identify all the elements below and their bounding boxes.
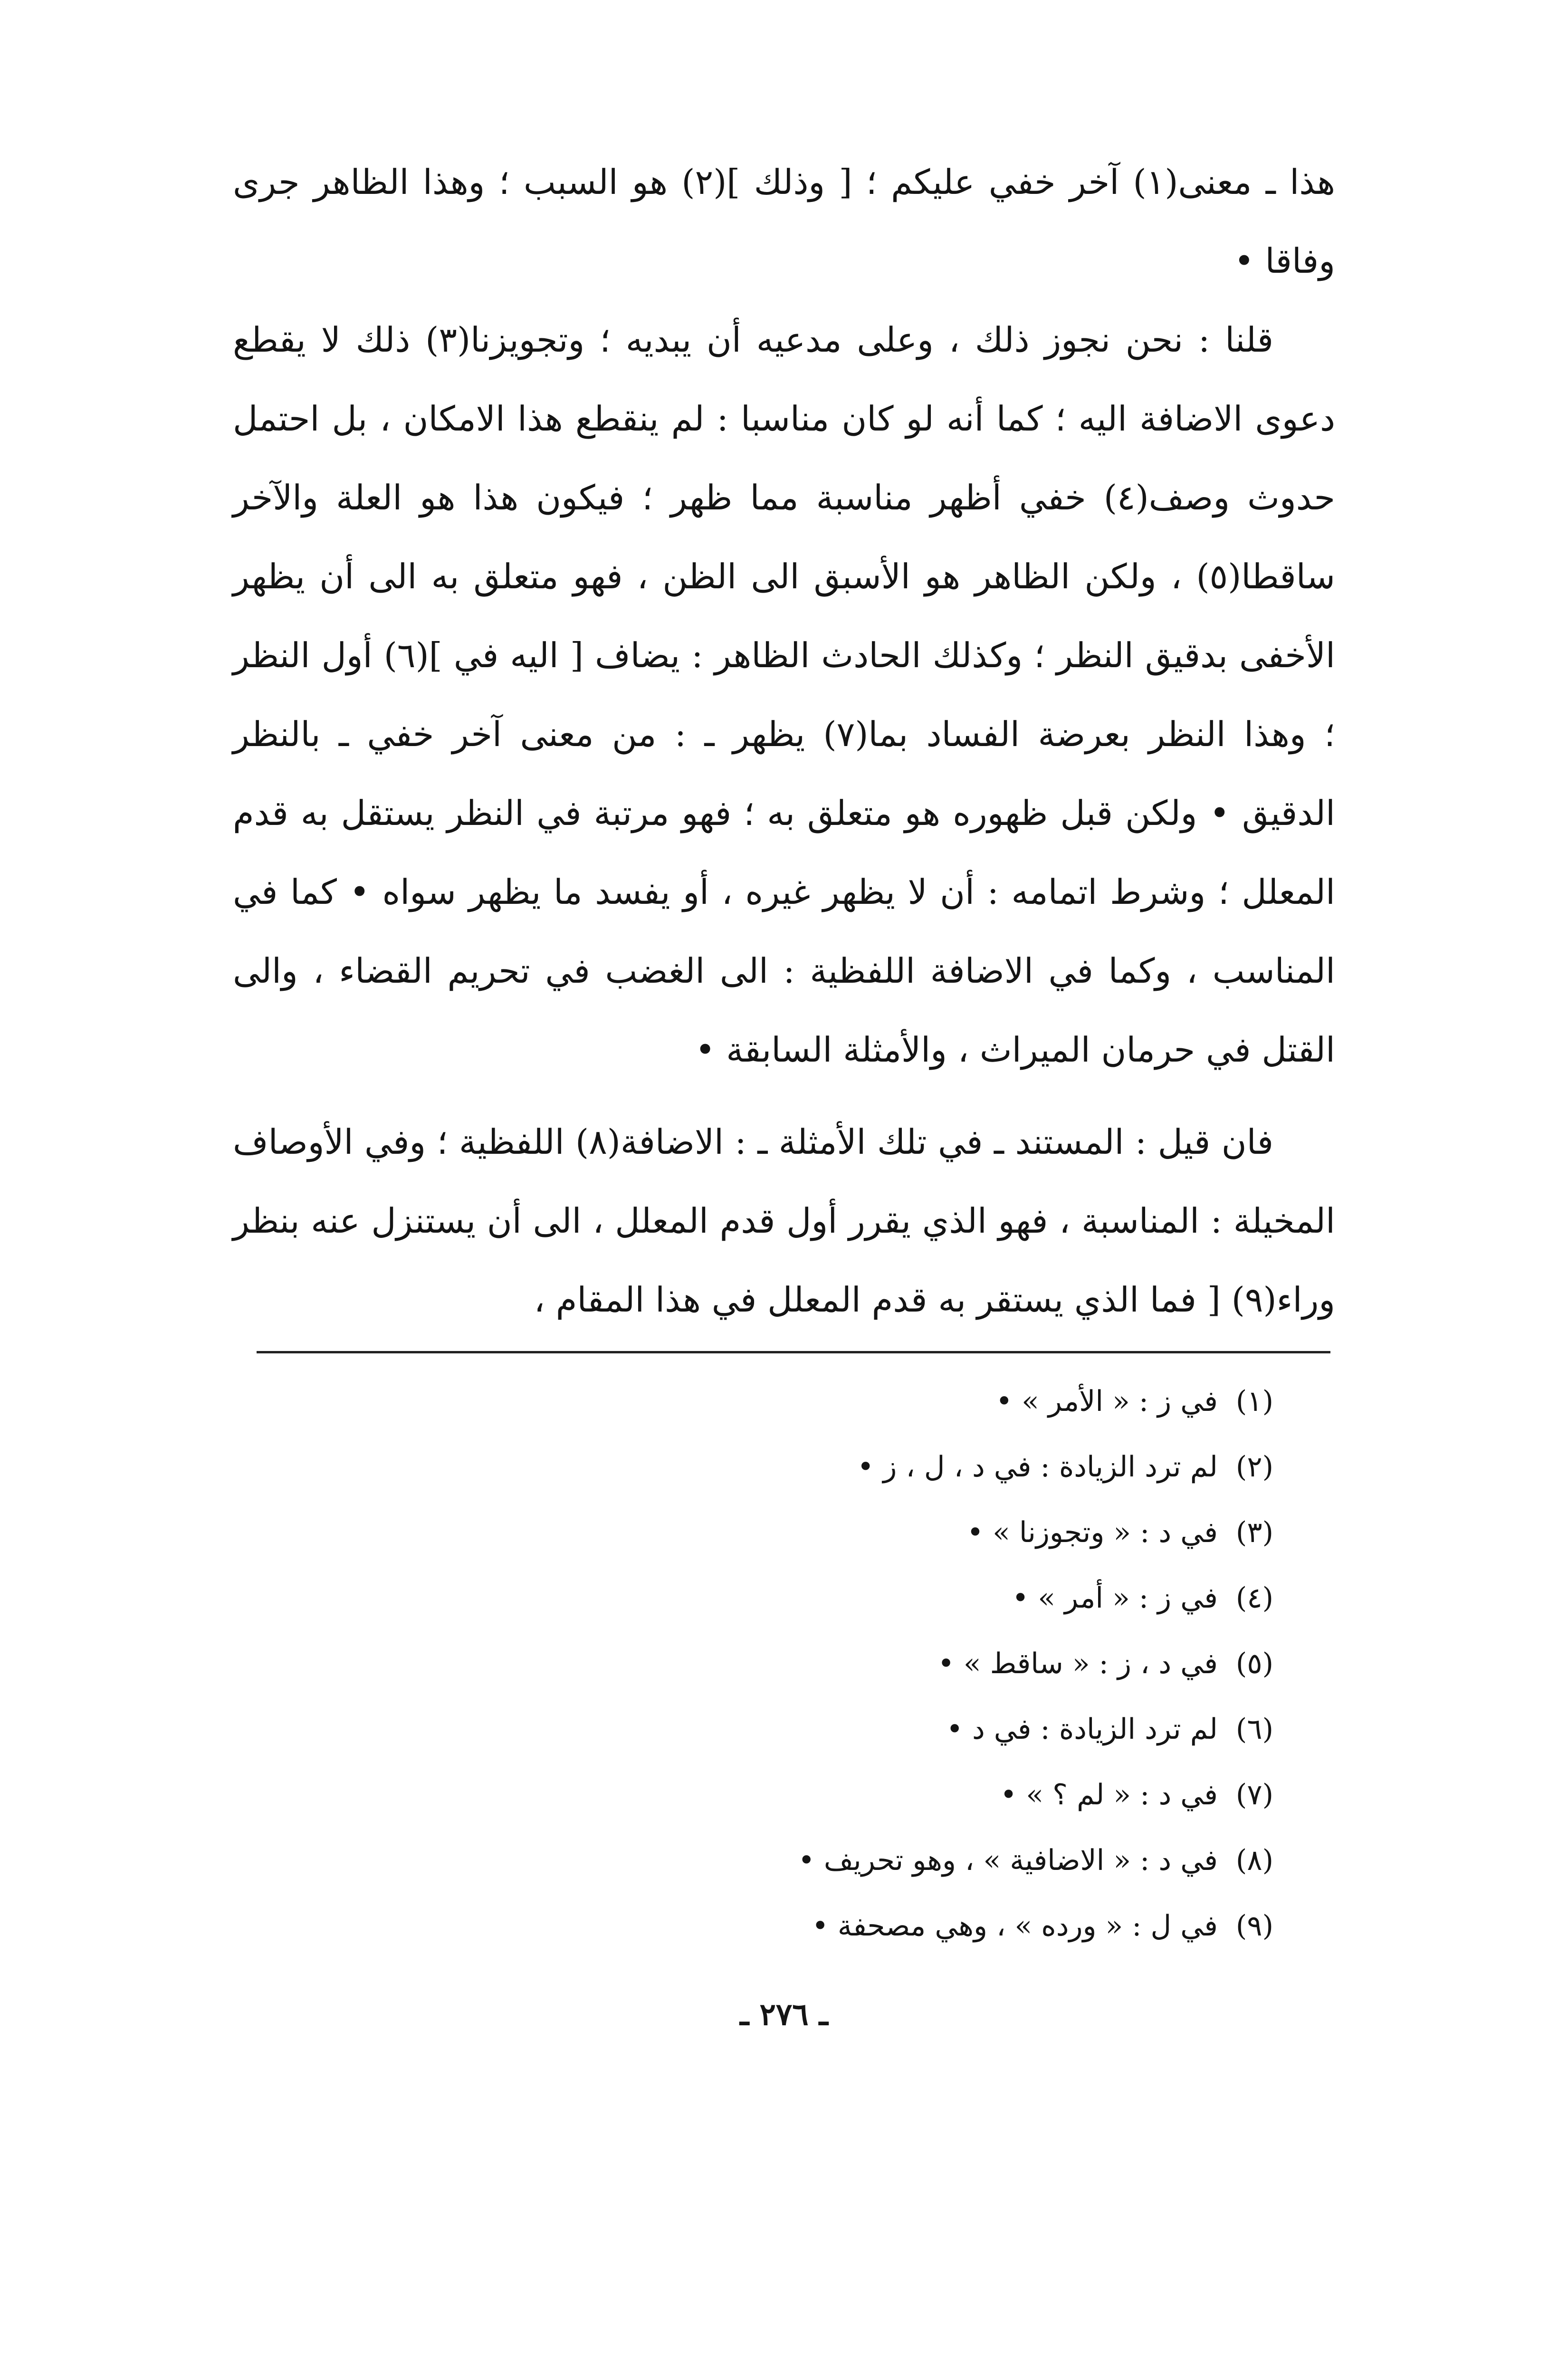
footnote-text: لم ترد الزيادة : في د • bbox=[946, 1713, 1218, 1746]
page-number: ـ ٢٧٦ ـ bbox=[740, 1997, 828, 2032]
paragraph-2: قلنا : نحن نجوز ذلك ، وعلى مدعيه أن يبديه ؛ وتجويزنا(٣) ذلك لا يقطع دعوى الاضافة اليه ؛ كما أنه لو كان مناسبا : لم ينقطع هذا الامكان ، بل احتمل حدوث وصف(٤) خفي أظهر مناسبة مما ظهر ؛ فيكون هذا هو العلة والآخر ساقطا(٥) ، ولكن الظاهر هو الأسبق الى الظن ، فهو متعلق به الى أن يظهر الأخفى بدقيق النظر ؛ وكذلك الحادث الظاهر : يضاف [ اليه في ](٦) أول النظر ؛ وهذا النظر بعرضة الفساد بما(٧) يظهر ـ : من معنى آخر خفي ـ بالنظر الدقيق • ولكن قبل ظهوره هو متعلق به ؛ فهو مرتبة في النظر يستقل به قدم المعلل ؛ وشرط اتمامه : أن لا يظهر غيره ، أو يفسد ما يظهر سواه • كما في المناسب ، وكما في الاضافة اللفظية : الى الغضب في تحريم القضاء ، والى القتل في حرمان الميراث ، والأمثلة السابقة • bbox=[233, 320, 1336, 1070]
footnote-number: (٥) bbox=[1235, 1647, 1273, 1680]
footnote-number: (٨) bbox=[1235, 1844, 1273, 1877]
footnote-number: (٣) bbox=[1235, 1516, 1273, 1549]
footnote-number: (٧) bbox=[1235, 1778, 1273, 1811]
footnote-text: لم ترد الزيادة : في د ، ل ، ز • bbox=[857, 1450, 1218, 1484]
footnote-5 bbox=[523, 1631, 1273, 1696]
footnote-8 bbox=[523, 1828, 1273, 1893]
footnote-number: (٢) bbox=[1235, 1450, 1273, 1484]
footnote-9 bbox=[523, 1893, 1273, 1959]
footnotes-list bbox=[523, 1369, 1273, 1959]
footnote-2 bbox=[523, 1434, 1273, 1500]
footnote-text: في د : « الاضافية » ، وهو تحريف • bbox=[798, 1844, 1218, 1877]
paragraph-3: فان قيل : المستند ـ في تلك الأمثلة ـ : الاضافة(٨) اللفظية ؛ وفي الأوصاف المخيلة : المناسبة ، فهو الذي يقرر أول قدم المعلل ، الى أن يستنزل عنه بنظر وراء(٩) [ فما الذي يستقر به قدم المعلل في هذا المقام ، bbox=[233, 1122, 1335, 1320]
footnote-1 bbox=[523, 1369, 1273, 1434]
paragraph-1: هذا ـ معنى(١) آخر خفي عليكم ؛ [ وذلك ](٢) هو السبب ؛ وهذا الظاهر جرى وفاقا • bbox=[233, 162, 1335, 281]
footnote-number: (٤) bbox=[1235, 1581, 1273, 1615]
footnote-4 bbox=[523, 1565, 1273, 1631]
main-text bbox=[233, 143, 1335, 1339]
footnote-separator bbox=[257, 1351, 1330, 1353]
footnote-number: (١) bbox=[1235, 1385, 1273, 1418]
footnote-text: في د : « وتجوزنا » • bbox=[966, 1516, 1218, 1549]
footnote-6 bbox=[523, 1696, 1273, 1762]
footnote-text: في د : « لم ؟ » • bbox=[1000, 1778, 1218, 1811]
footnote-text: في ل : « ورده » ، وهي مصحفة • bbox=[812, 1909, 1218, 1943]
footnote-3 bbox=[523, 1500, 1273, 1565]
footnote-text: في ز : « أمر » • bbox=[1012, 1581, 1218, 1615]
footnote-text: في د ، ز : « ساقط » • bbox=[937, 1647, 1218, 1680]
footnote-text: في ز : « الأمر » • bbox=[995, 1385, 1218, 1418]
footnote-number: (٦) bbox=[1235, 1713, 1273, 1746]
footnote-7 bbox=[523, 1762, 1273, 1828]
footnote-number: (٩) bbox=[1235, 1909, 1273, 1943]
